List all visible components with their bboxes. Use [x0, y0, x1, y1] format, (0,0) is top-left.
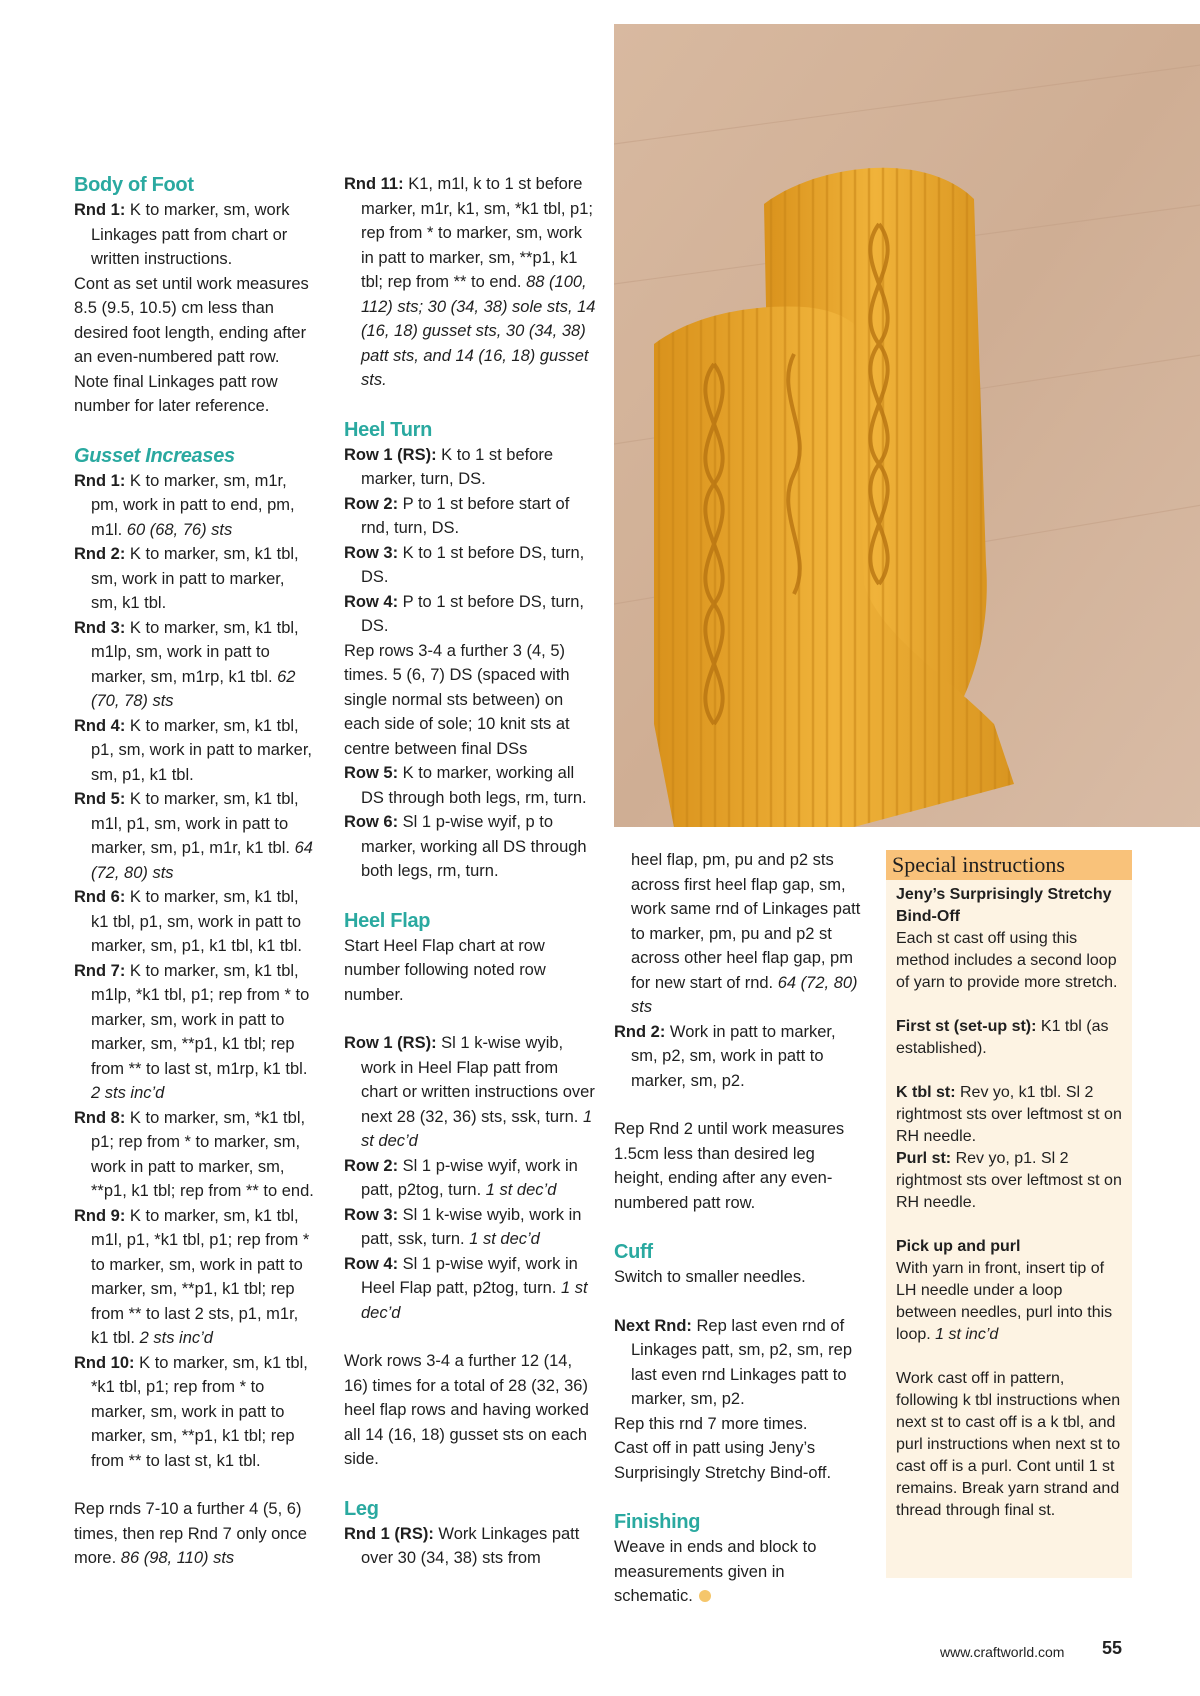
finishing-section [614, 1509, 864, 1609]
body-of-foot-section [74, 172, 314, 419]
instruction-row: Rnd 2: Work in patt to marker, sm, p2, sm, work in patt to marker, sm, p2. [614, 1022, 836, 1090]
instruction-row: Row 4: Sl 1 p-wise wyif, work in Heel Flap patt, p2tog, turn. 1 st dec’d [344, 1254, 588, 1322]
instruction-text: Work rows 3-4 a further 12 (14, 16) times for a total of 28 (32, 36) heel flap rows and having worked all 14 (16, 18) gusset sts on each side. [344, 1352, 589, 1468]
instruction-row: Row 1 (RS): K to 1 st before marker, turn, DS. [344, 445, 554, 488]
technique-step: Work cast off in pattern, following k tbl instructions when next st to cast off is a k tbl, and purl instructions when next st to cast off is a purl. Cont until 1 st remains. Break yarn strand and thread through final st. [896, 1370, 1121, 1519]
instruction-text: Cast off in patt using Jeny’s Surprisingly Stretchy Bind-off. [614, 1439, 832, 1482]
instruction-row: Rnd 2: K to marker, sm, k1 tbl, sm, work in patt to marker, sm, k1 tbl. [74, 545, 299, 612]
leg-continued [614, 848, 864, 1215]
end-mark-icon [699, 1590, 711, 1602]
instruction-row: Rnd 6: K to marker, sm, k1 tbl, k1 tbl, p1, sm, work in patt to marker, sm, p1, k1 tbl, k1 tbl. [74, 888, 302, 955]
sock-photo [614, 24, 1200, 827]
instruction-text: Cont as set until work measures 8.5 (9.5, 10.5) cm less than desired foot length, ending after an even-numbered patt row. Note final Linkages patt row number for later reference. [74, 274, 309, 415]
instruction-row: Rnd 5: K to marker, sm, k1 tbl, m1l, p1, sm, work in patt to marker, sm, p1, m1r, k1 tbl. 64 (72, 80) sts [74, 790, 313, 882]
heel-turn-section [344, 417, 598, 884]
instruction-row: Rnd 11: K1, m1l, k to 1 st before marker, m1r, k1, sm, *k1 tbl, p1; rep from * to marker, sm, work in patt to marker, sm, **p1, k1 tbl; rep from ** to end. 88 (100, 112) sts; 30 (34, 38) sole sts, 14 (16, 18) gusset sts, 30 (34, 38) patt sts, and 14 (16, 18) gusset sts. [344, 175, 596, 389]
instruction-text: Switch to smaller needles. [614, 1268, 806, 1286]
heel-flap-section [344, 908, 598, 1472]
section-heading: Leg [344, 1497, 379, 1520]
technique-step: With yarn in front, insert tip of LH needle under a loop between needles, purl into this loop. 1 st inc’d [896, 1260, 1113, 1343]
instruction-row: Rnd 7: K to marker, sm, k1 tbl, m1lp, *k1 tbl, p1; rep from * to marker, sm, work in patt to marker, sm, **p1, k1 tbl; rep from ** to last st, m1rp, k1 tbl. 2 sts inc’d [74, 961, 310, 1102]
technique-intro: Each st cast off using this method includes a second loop of yarn to provide more stretch. [896, 930, 1118, 991]
instruction-row: Rnd 1: K to marker, sm, work Linkages patt from chart or written instructions. [74, 201, 290, 268]
technique-step: K tbl st: Rev yo, k1 tbl. Sl 2 rightmost sts over leftmost st on RH needle. [896, 1084, 1122, 1145]
instruction-row: Rnd 9: K to marker, sm, k1 tbl, m1l, p1, *k1 tbl, p1; rep from * to marker, sm, work in patt to marker, sm, **p1, k1 tbl; rep from ** to last 2 sts, p1, m1r, k1 tbl. 2 sts inc’d [74, 1206, 310, 1347]
instruction-text: Rep Rnd 2 until work measures 1.5cm less than desired leg height, ending after any even-numbered patt row. [614, 1120, 845, 1212]
technique-title: Jeny’s Surprisingly Stretchy Bind-Off [896, 886, 1112, 925]
section-heading: Body of Foot [74, 174, 194, 196]
gusset-continued [344, 172, 598, 393]
instruction-row: Next Rnd: Rep last even rnd of Linkages patt, sm, p2, sm, rep last even rnd Linkages patt to marker, sm, p2. [614, 1316, 853, 1408]
instruction-row: Rnd 1: K to marker, sm, m1r, pm, work in patt to end, pm, m1l. 60 (68, 76) sts [74, 471, 295, 539]
footer-url: www.craftworld.com [940, 1644, 1065, 1660]
cuff-section [614, 1239, 864, 1485]
section-heading: Gusset Increases [74, 444, 235, 467]
instruction-text: Weave in ends and block to measurements given in schematic. [614, 1538, 817, 1605]
page-number: 55 [1102, 1638, 1123, 1658]
instruction-row: Row 6: Sl 1 p-wise wyif, p to marker, working all DS through both legs, rm, turn. [344, 813, 587, 880]
instruction-text: Start Heel Flap chart at row number following noted row number. [344, 936, 546, 1004]
leg-section [344, 1496, 598, 1571]
instruction-row: Rnd 4: K to marker, sm, k1 tbl, p1, sm, work in patt to marker, sm, p1, k1 tbl. [74, 716, 312, 784]
section-heading: Cuff [614, 1241, 653, 1263]
instruction-row: Row 2: P to 1 st before start of rnd, turn, DS. [344, 494, 570, 537]
instruction-row: Row 1 (RS): Sl 1 k-wise wyib, work in Heel Flap patt from chart or written instructions over next 28 (32, 36) sts, ssk, turn. 1 st dec’d [344, 1034, 595, 1150]
instruction-row: Rnd 8: K to marker, sm, *k1 tbl, p1; rep from * to marker, sm, work in patt to marker, sm, **p1, k1 tbl; rep from ** to end. [74, 1108, 314, 1200]
technique-step: First st (set-up st): K1 tbl (as established). [896, 1018, 1109, 1057]
instruction-row: Row 3: K to 1 st before DS, turn, DS. [344, 543, 585, 586]
section-heading: Heel Flap [344, 909, 431, 932]
instruction-text: Rep rows 3-4 a further 3 (4, 5) times. 5 (6, 7) DS (spaced with single normal sts between) on each side of sole; 10 knit sts at centre between final DSs [344, 641, 570, 758]
instruction-row: Row 3: Sl 1 k-wise wyib, work in patt, ssk, turn. 1 st dec’d [344, 1205, 582, 1248]
gusset-increases-section [74, 443, 314, 1571]
instruction-text: Rep rnds 7-10 a further 4 (5, 6) times, then rep Rnd 7 only once more. 86 (98, 110) sts [74, 1500, 307, 1567]
technique-subtitle: Pick up and purl [896, 1238, 1021, 1255]
instruction-text: heel flap, pm, pu and p2 sts across first heel flap gap, sm, work same rnd of Linkages patt to marker, pm, pu and p2 st across other heel flap gap, pm for new start of rnd. 64 (72, 80) sts [631, 851, 861, 1016]
special-instructions-heading: Special instructions [886, 850, 1132, 880]
instruction-text: Rep this rnd 7 more times. [614, 1414, 808, 1433]
technique-step: Purl st: Rev yo, p1. Sl 2 rightmost sts over leftmost st on RH needle. [896, 1150, 1122, 1211]
column-2 [344, 172, 598, 1571]
sock-illustration [614, 24, 1200, 827]
instruction-row: Row 5: K to marker, working all DS through both legs, rm, turn. [344, 764, 587, 807]
column-1 [74, 172, 314, 1571]
instruction-row: Rnd 3: K to marker, sm, k1 tbl, m1lp, sm, work in patt to marker, sm, m1rp, k1 tbl. 62 (70, 78) sts [74, 618, 299, 710]
instruction-row: Rnd 10: K to marker, sm, k1 tbl, *k1 tbl, p1; rep from * to marker, sm, work in patt to marker, sm, **p1, k1 tbl; rep from ** to last st, k1 tbl. [74, 1353, 308, 1470]
section-heading: Finishing [614, 1511, 701, 1533]
instruction-row: Rnd 1 (RS): Work Linkages patt over 30 (34, 38) sts from [344, 1524, 580, 1567]
instruction-row: Row 4: P to 1 st before DS, turn, DS. [344, 592, 584, 635]
column-3 [614, 848, 864, 1609]
section-heading: Heel Turn [344, 418, 433, 441]
special-instructions-box [886, 850, 1132, 1578]
instruction-row: Row 2: Sl 1 p-wise wyif, work in patt, p2tog, turn. 1 st dec’d [344, 1156, 578, 1199]
